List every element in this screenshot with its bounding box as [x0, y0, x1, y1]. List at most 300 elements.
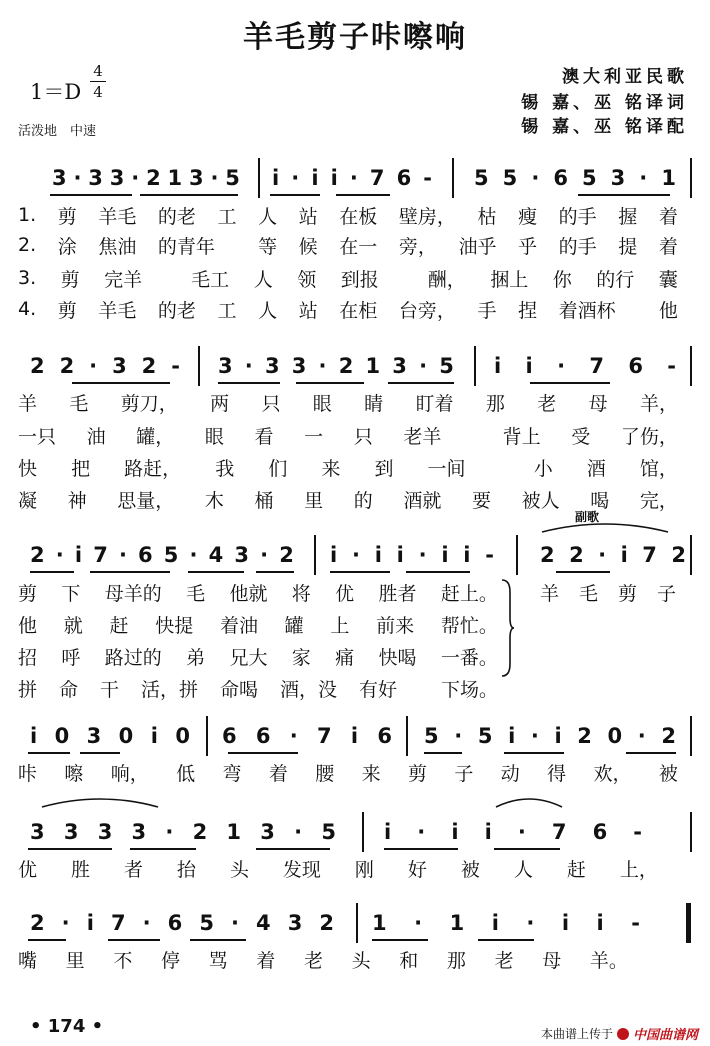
lyric-word: 人	[253, 268, 273, 291]
lyric-word: 的手	[558, 205, 597, 228]
lyric-word: 1.	[18, 204, 37, 226]
lyric-word: 着酒杯	[558, 299, 616, 322]
dot-note: ·	[244, 354, 253, 378]
note: i	[596, 911, 604, 935]
score-line-4	[0, 716, 710, 756]
dot-note: ·	[131, 166, 140, 190]
barline	[406, 716, 408, 756]
note: 6	[628, 354, 643, 378]
beam-underline	[28, 939, 66, 941]
note: 1	[226, 820, 242, 844]
lyric-word: 一	[304, 425, 324, 448]
lyric-word: 4.	[18, 298, 37, 320]
song-title: 羊毛剪子咔嚓响	[243, 20, 467, 55]
lyric-word: 眼	[312, 392, 332, 415]
slur-arc	[540, 520, 670, 534]
dot-note: ·	[417, 820, 426, 844]
lyric-word: 3.	[18, 267, 37, 289]
slur-arc	[40, 795, 160, 809]
lyric-word: 旁，	[398, 235, 437, 258]
lyric-word: 背上	[502, 425, 541, 448]
dot-note: ·	[165, 820, 174, 844]
lyric-word: 馆，	[639, 457, 678, 480]
dot-note: ·	[210, 166, 219, 190]
beam-underline	[336, 194, 390, 196]
note: 1	[372, 911, 387, 935]
dot-note: ·	[318, 354, 327, 378]
lyric-word: 只	[353, 425, 373, 448]
lyric-word: 要	[472, 489, 492, 512]
note: 2	[141, 354, 157, 378]
lyric-word: 骂	[208, 949, 228, 972]
lyric-word: 那	[485, 392, 505, 415]
lyric-word: 乎	[518, 235, 538, 258]
note: 5	[321, 820, 336, 844]
key-signature: 1＝D	[30, 80, 82, 104]
lyric-word: 到报	[340, 268, 379, 291]
lyric-word: 完，	[639, 489, 678, 512]
lyric-word: 一番。	[440, 646, 498, 669]
barline	[690, 158, 692, 198]
verse-4-line-1	[18, 297, 678, 321]
lyric-word: 弟	[186, 646, 206, 669]
note: 3	[86, 724, 102, 748]
verse-3-line-1	[18, 266, 678, 290]
lyric-word: 你	[552, 268, 572, 291]
barline	[206, 716, 208, 756]
beam-underline	[504, 752, 564, 754]
lyric-word: 里	[304, 489, 324, 512]
lyric-word: 优	[335, 582, 355, 605]
lyric-word: 握	[618, 205, 638, 228]
lyric-word: 人	[258, 205, 278, 228]
lyric-word: 神	[67, 489, 87, 512]
note: 4	[208, 543, 224, 567]
lyric-word: 领	[297, 268, 317, 291]
note: 3	[189, 166, 204, 190]
lyric-word: 在柜	[339, 299, 378, 322]
note: 4	[256, 911, 271, 935]
lyric-word: 欢，	[593, 762, 632, 785]
note: 5	[474, 166, 489, 190]
note: i	[384, 820, 392, 844]
dot-note: ·	[73, 166, 82, 190]
note: -	[423, 166, 432, 190]
lyric-word: 眼	[204, 425, 224, 448]
lyric-word: 老	[494, 949, 514, 972]
lyric-word: 剪刀，	[120, 392, 178, 415]
lyric-word: 嘴	[18, 949, 38, 972]
note: 6	[255, 724, 271, 748]
note: 3	[234, 543, 250, 567]
lyric-word: 羊毛	[98, 299, 137, 322]
chorus-start-lyrics	[540, 580, 676, 604]
site-logo-icon	[617, 1028, 629, 1040]
lyric-word: 羊毛	[98, 205, 137, 228]
dot-note: ·	[419, 354, 428, 378]
note: i	[561, 911, 570, 935]
lyric-word: 油	[86, 425, 106, 448]
note: 6	[553, 166, 568, 190]
score-line-3-measure	[30, 535, 294, 575]
note: 2	[577, 724, 592, 748]
footer	[541, 1024, 698, 1043]
note: i	[272, 166, 280, 190]
beam-underline	[228, 752, 298, 754]
score-line-2-measure	[30, 346, 180, 386]
chorus-label: 副歌	[575, 510, 600, 524]
score-line-4-measure	[222, 716, 392, 756]
note: 2	[661, 724, 676, 748]
lyric-word: 胜	[70, 858, 90, 881]
score-line-6	[0, 903, 710, 943]
barline	[690, 812, 692, 852]
note: 0	[175, 724, 190, 748]
note: -	[667, 354, 676, 378]
barline	[690, 346, 692, 386]
lyric-word: 他	[18, 614, 38, 637]
note: 7	[589, 354, 604, 378]
lyric-word: 手	[477, 299, 497, 322]
note: 6	[592, 820, 608, 844]
lyric-word: 刚	[354, 858, 374, 881]
note: 3	[291, 354, 307, 378]
lyric-word: 把	[71, 457, 91, 480]
dot-note: ·	[531, 166, 540, 190]
lyric-word: 着	[658, 205, 678, 228]
verse-2-line-3	[18, 612, 498, 636]
note: 3	[260, 820, 275, 844]
note: i	[451, 820, 459, 844]
lyric-word: 他	[658, 299, 678, 322]
beam-underline	[494, 848, 560, 850]
note: 7	[642, 543, 657, 567]
lyric-word: 拼	[18, 678, 38, 701]
dot-note: ·	[61, 911, 70, 935]
note: 5	[199, 911, 214, 935]
lyric-word: 在一	[339, 235, 378, 258]
note: 5	[502, 166, 518, 190]
lyric-word: 帮忙。	[440, 614, 498, 637]
note: i	[330, 543, 338, 567]
lyric-word: 兄大	[229, 646, 268, 669]
lyric-word: 优	[18, 858, 38, 881]
note: i	[30, 724, 38, 748]
dot-note: ·	[289, 724, 298, 748]
lyric-word: 响，	[110, 762, 149, 785]
lyric-word: 捆上	[490, 268, 529, 291]
lyric-word: 捏	[518, 299, 538, 322]
note: 3	[88, 166, 103, 190]
beam-underline	[556, 571, 610, 573]
lyric-word: 的老	[157, 205, 196, 228]
credit-arrangement: 锡 嘉、巫 铭译配	[521, 117, 688, 137]
lyric-word: 子	[454, 762, 474, 785]
note: i	[350, 724, 359, 748]
score-line-6-measure	[30, 903, 334, 943]
note: 0	[54, 724, 70, 748]
lyric-word: 酒	[586, 457, 606, 480]
lyric-word: 腰	[315, 762, 335, 785]
dot-note: ·	[142, 911, 151, 935]
lyric-word: 剪	[408, 762, 428, 785]
verse-4-line-3	[18, 676, 498, 700]
barline	[686, 903, 691, 943]
beam-underline	[90, 571, 170, 573]
dot-note: ·	[349, 166, 358, 190]
lyric-word: 的手	[558, 235, 597, 258]
beam-underline	[28, 752, 70, 754]
beam-underline	[30, 571, 74, 573]
dot-note: ·	[557, 354, 566, 378]
lyric-word: 他就	[229, 582, 268, 605]
lyric-word: 酬，	[427, 268, 466, 291]
dot-note: ·	[55, 543, 64, 567]
lyric-word: 睛	[364, 392, 384, 415]
lyric-word: 一只	[18, 425, 57, 448]
note: 3	[287, 911, 303, 935]
lyric-word: 赶上。	[440, 582, 498, 605]
dot-note: ·	[530, 724, 539, 748]
lyric-word: 了伤，	[620, 425, 678, 448]
note: 5	[163, 543, 179, 567]
lyric-word: 命	[59, 678, 79, 701]
page-number: • 174 •	[30, 1016, 104, 1037]
lyric-word: 着	[658, 235, 678, 258]
lyric-word: 老	[537, 392, 557, 415]
note: 3	[112, 354, 127, 378]
note: i	[508, 724, 516, 748]
note: i	[330, 166, 338, 190]
credit-origin: 澳大利亚民歌	[562, 67, 688, 87]
beam-underline	[372, 939, 428, 941]
verse-1-line-1	[18, 203, 678, 227]
lyric-word: 剪	[60, 268, 80, 291]
lyric-word: 我	[215, 457, 235, 480]
lyric-word: 被	[658, 762, 678, 785]
beam-underline	[406, 571, 470, 573]
barline	[690, 716, 692, 756]
score-line-3-measure	[540, 535, 686, 575]
note: 6	[396, 166, 412, 190]
lyric-word: 母	[542, 949, 562, 972]
lyric-word: 罐，	[136, 425, 175, 448]
dot-note: ·	[526, 911, 535, 935]
lyric-word: 人	[513, 858, 533, 881]
lyric-word: 发现	[282, 858, 321, 881]
lyric-word: 活，拼	[141, 678, 199, 701]
score-line-1	[0, 158, 710, 198]
score-line-2-measure	[494, 346, 676, 386]
lyric-word: 路赶，	[124, 457, 182, 480]
lyric-word: 的老	[157, 299, 196, 322]
beam-underline	[130, 848, 196, 850]
score-line-2-measure	[218, 346, 454, 386]
lyric-word: 有好	[359, 678, 398, 701]
note: 3	[392, 354, 407, 378]
lyric-word: 剪	[18, 582, 38, 605]
lyric-word: 着油	[219, 614, 258, 637]
note: 1	[365, 354, 381, 378]
note: i	[86, 911, 94, 935]
score-line-1-measure	[272, 158, 432, 198]
score-line-3-measure	[330, 535, 494, 575]
lyric-word: 那	[446, 949, 466, 972]
note: i	[74, 543, 83, 567]
score-line-5-measure	[30, 812, 336, 852]
beam-underline	[530, 382, 610, 384]
note: 6	[377, 724, 392, 748]
lyric-word: 下场。	[440, 678, 498, 701]
lyric-word: 毛	[69, 392, 89, 415]
score-line-6-measure	[372, 903, 640, 943]
barline	[516, 535, 518, 575]
lyric-word: 候	[298, 235, 318, 258]
lyric-word: 呼	[61, 646, 81, 669]
lyric-word: 羊。	[589, 949, 628, 972]
lyric-word: 好	[407, 858, 427, 881]
dot-note: ·	[418, 543, 427, 567]
dot-note: ·	[598, 543, 607, 567]
beam-underline	[28, 848, 112, 850]
note: i	[311, 166, 319, 190]
note: 5	[424, 724, 439, 748]
note: 0	[607, 724, 623, 748]
note: 7	[93, 543, 108, 567]
note: 2	[569, 543, 584, 567]
lyric-word: 老羊	[403, 425, 442, 448]
note: 2	[59, 354, 75, 378]
beam-underline	[388, 382, 454, 384]
barline	[690, 535, 692, 575]
lyric-word: 瘦	[518, 205, 538, 228]
lyric-word: 在板	[339, 205, 378, 228]
note: 2	[30, 543, 45, 567]
note: 5	[439, 354, 454, 378]
lyric-word: 等	[258, 235, 278, 258]
lyric-word: 台旁，	[398, 299, 456, 322]
lyric-word: 羊，	[639, 392, 678, 415]
lyric-word: 小	[533, 457, 553, 480]
lyric-word: 站	[298, 205, 318, 228]
note: 7	[369, 166, 385, 190]
lyric-word: 得	[547, 762, 567, 785]
lyric-word: 到	[374, 457, 394, 480]
score-line-5	[0, 812, 710, 852]
note: i	[525, 354, 533, 378]
barline	[474, 346, 476, 386]
beam-underline	[478, 939, 534, 941]
lyric-word: 思量，	[117, 489, 175, 512]
lyric-word: 们	[268, 457, 288, 480]
lyric-word: 咔	[18, 762, 38, 785]
note: i	[396, 543, 404, 567]
lyric-word: 的行	[596, 268, 635, 291]
beam-underline	[190, 939, 246, 941]
lyric-word: 就	[63, 614, 83, 637]
note: 3	[63, 820, 79, 844]
lyric-word: 着	[256, 949, 276, 972]
beam-underline	[256, 848, 330, 850]
footer-text: 本曲谱上传于	[540, 1027, 613, 1041]
beam-underline	[270, 194, 320, 196]
lyric-word: 家	[291, 646, 311, 669]
score-line-1-measure	[52, 158, 240, 198]
lyric-word: 将	[291, 582, 311, 605]
lyric-word: 焦油	[98, 235, 137, 258]
dot-note: ·	[454, 724, 463, 748]
lyric-word: 抬	[176, 858, 196, 881]
lyric-word: 被人	[521, 489, 560, 512]
score-line-2	[0, 346, 710, 386]
dot-note: ·	[517, 820, 526, 844]
note: -	[631, 911, 640, 935]
note: 3	[97, 820, 113, 844]
note: -	[633, 820, 642, 844]
note: 7	[110, 911, 126, 935]
beam-underline	[218, 382, 280, 384]
lyric-word: 毛	[186, 582, 206, 605]
score-line-3	[0, 535, 710, 575]
verse-3-line-2	[18, 455, 678, 479]
lyric-word: 动	[500, 762, 520, 785]
lyric-word: 的	[353, 489, 373, 512]
slur-arc	[494, 795, 564, 809]
lyric-word: 剪	[617, 582, 637, 605]
lyric-word: 停	[160, 949, 180, 972]
note: i	[441, 543, 449, 567]
note: 6	[138, 543, 153, 567]
beam-underline	[626, 752, 676, 754]
lyric-word: 快	[18, 457, 38, 480]
lyric-word: 快提	[155, 614, 194, 637]
lyric-word: 罐	[284, 614, 304, 637]
note: 1	[449, 911, 465, 935]
beam-underline	[72, 382, 170, 384]
note: 3	[218, 354, 233, 378]
chorus-lyrics-3	[18, 947, 628, 971]
beam-underline	[578, 194, 670, 196]
barline	[258, 158, 260, 198]
note: 2	[30, 354, 45, 378]
beam-underline	[384, 848, 458, 850]
verse-2-line-1	[18, 233, 678, 257]
lyric-word: 油乎	[458, 235, 497, 258]
lyric-word: 下	[61, 582, 81, 605]
lyric-word: 一间	[427, 457, 466, 480]
lyric-word: 快喝	[378, 646, 417, 669]
verse-3-line-3	[18, 644, 498, 668]
score-line-4-measure	[30, 716, 190, 756]
lyric-word: 命喝	[220, 678, 259, 701]
credit-lyrics: 锡 嘉、巫 铭译词	[521, 93, 688, 113]
note: 3	[109, 166, 125, 190]
lyric-word: 不	[113, 949, 133, 972]
lyric-word: 毛	[578, 582, 598, 605]
beam-underline	[108, 939, 160, 941]
verse-1-line-2	[18, 390, 678, 414]
note: i	[494, 354, 502, 378]
chorus-lyrics-2	[18, 856, 658, 880]
note: 5	[581, 166, 597, 190]
lyric-word: 2.	[18, 234, 37, 256]
note: 1	[167, 166, 183, 190]
verse-2-line-2	[18, 423, 678, 447]
lyric-word: 胜者	[378, 582, 417, 605]
lyric-word: 桶	[254, 489, 274, 512]
score-line-1-measure	[474, 158, 676, 198]
note: 2	[146, 166, 161, 190]
